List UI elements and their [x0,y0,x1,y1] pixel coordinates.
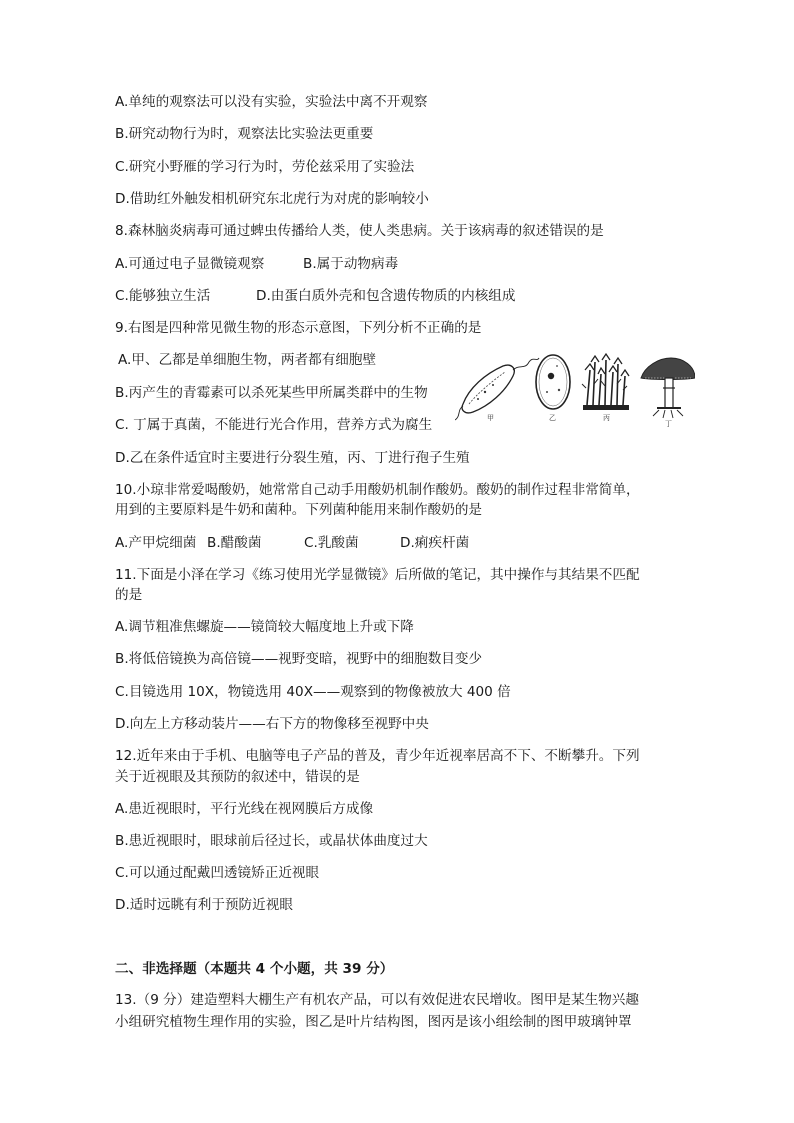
q12-option-d: D.适时远眺有利于预防近视眼 [115,897,293,913]
q11-option-a: A.调节粗准焦螺旋——镜筒较大幅度地上升或下降 [115,619,414,635]
section-heading: 二、非选择题（本题共 4 个小题，共 39 分） [115,961,394,977]
figure-label-yi: 乙 [549,414,556,422]
penicillium-drawing [582,354,629,410]
q13-stem-line1: 13.（9 分）建造塑料大棚生产有机农产品，可以有效促进农民增收。图甲是某生物兴趣 [115,992,639,1008]
figure-label-bing: 丙 [603,414,610,422]
q11-option-d: D.向左上方移动装片——右下方的物像移至视野中央 [115,716,429,732]
q8-option-c: C.能够独立生活 [115,288,211,304]
q10-stem-line1: 10.小琼非常爱喝酸奶，她常常自己动手用酸奶机制作酸奶。酸奶的制作过程非常简单， [115,482,640,498]
q12-stem-line1: 12.近年来由于手机、电脑等电子产品的普及，青少年近视率居高不下、不断攀升。下列 [115,748,640,764]
q12-option-c: C.可以通过配戴凹透镜矫正近视眼 [115,865,320,881]
q10-option-d: D.痢疾杆菌 [400,535,470,551]
q10-option-b: B.醋酸菌 [207,535,262,551]
q11-stem-line1: 11.下面是小泽在学习《练习使用光学显微镜》后所做的笔记，其中操作与其结果不匹配 [115,567,640,583]
q7-option-b: B.研究动物行为时，观察法比实验法更重要 [115,126,374,142]
mushroom-drawing [641,358,695,418]
q8-stem: 8.森林脑炎病毒可通过蜱虫传播给人类，使人类患病。关于该病毒的叙述错误的是 [115,223,604,239]
q11-stem-line2: 的是 [115,587,143,603]
q8-option-a: A.可通过电子显微镜观察 [115,256,265,272]
q11-option-b: B.将低倍镜换为高倍镜——视野变暗，视野中的细胞数目变少 [115,651,483,667]
bacterium-drawing [455,358,539,420]
q12-option-b: B.患近视眼时，眼球前后径过长，或晶状体曲度过大 [115,833,428,849]
q7-option-d: D.借助红外触发相机研究东北虎行为对虎的影响较小 [115,191,429,207]
q10-option-c: C.乳酸菌 [304,535,359,551]
figure-label-ding: 丁 [665,420,672,428]
q10-stem-line2: 用到的主要原料是牛奶和菌种。下列菌种能用来制作酸奶的是 [115,502,483,518]
q12-stem-line2: 关于近视眼及其预防的叙述中，错误的是 [115,769,360,785]
yeast-drawing [536,355,570,409]
q8-option-b: B.属于动物病毒 [303,256,399,272]
q9-option-c: C. 丁属于真菌，不能进行光合作用，营养方式为腐生 [115,417,433,433]
microorganism-figure [455,348,695,430]
q13-stem-line2: 小组研究植物生理作用的实验，图乙是叶片结构图，图丙是该小组绘制的图甲玻璃钟罩 [115,1014,632,1030]
q9-option-b: B.丙产生的青霉素可以杀死某些甲所属类群中的生物 [115,385,428,401]
q9-stem: 9.右图是四种常见微生物的形态示意图，下列分析不正确的是 [115,320,482,336]
q9-option-d: D.乙在条件适宜时主要进行分裂生殖，丙、丁进行孢子生殖 [115,450,470,466]
q8-option-d: D.由蛋白质外壳和包含遗传物质的内核组成 [256,288,516,304]
q7-option-c: C.研究小野雁的学习行为时，劳伦兹采用了实验法 [115,159,415,175]
q9-option-a: A.甲、乙都是单细胞生物，两者都有细胞壁 [118,352,377,368]
figure-label-jia: 甲 [487,414,494,422]
q12-option-a: A.患近视眼时，平行光线在视网膜后方成像 [115,801,374,817]
q10-option-a: A.产甲烷细菌 [115,535,197,551]
q11-option-c: C.目镜选用 10X，物镜选用 40X——观察到的物像被放大 400 倍 [115,684,511,700]
q7-option-a: A.单纯的观察法可以没有实验，实验法中离不开观察 [115,94,428,110]
